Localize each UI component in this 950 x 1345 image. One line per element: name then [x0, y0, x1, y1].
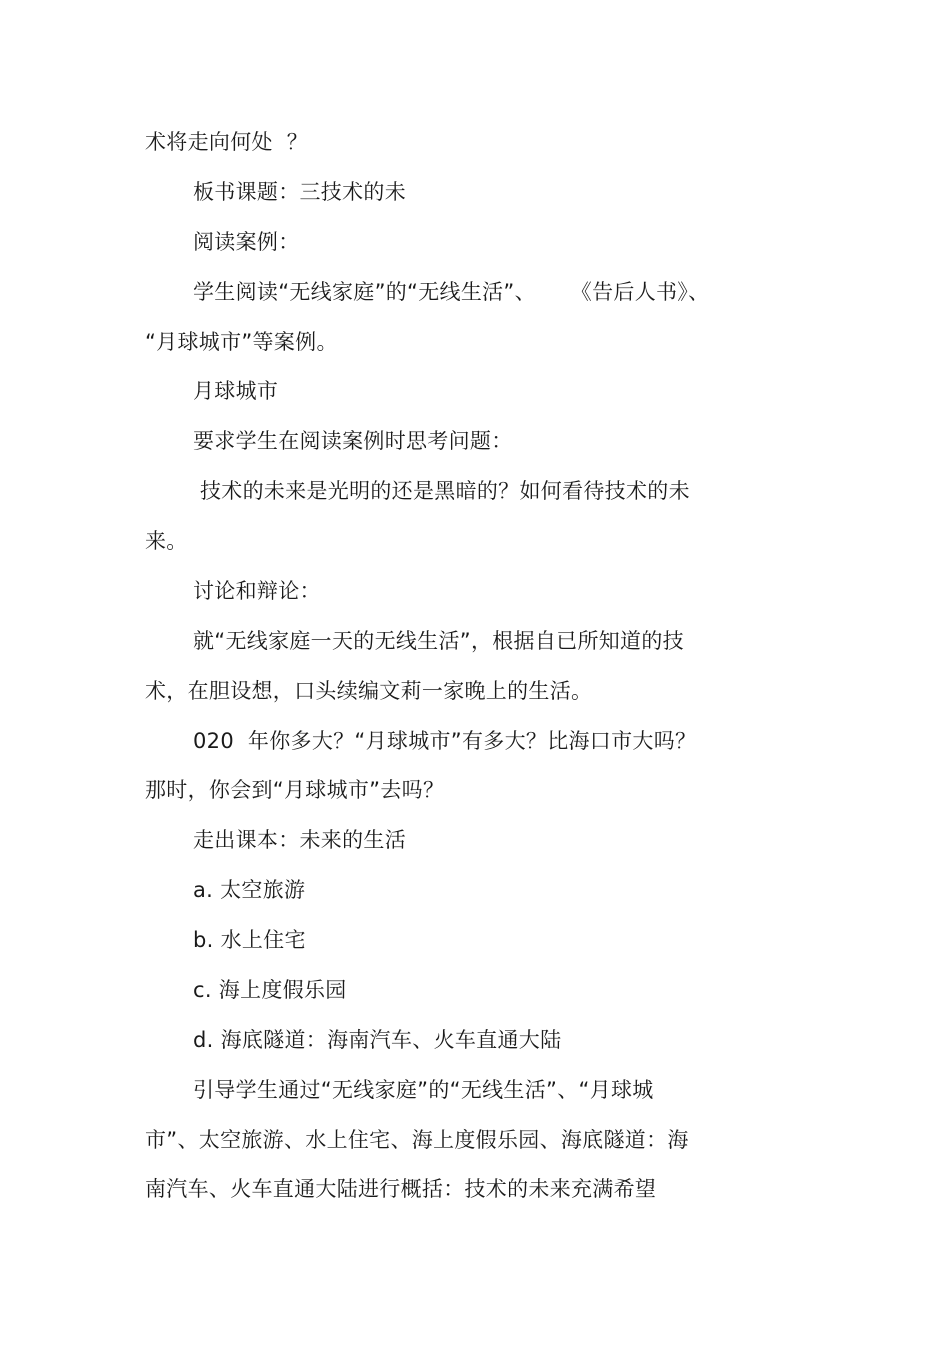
text-line: “月球城市”等案例。 [145, 330, 338, 354]
list-item: d. 海底隧道：海南汽车、火车直通大陆 [193, 1028, 562, 1052]
text-line: 020 年你多大？“月球城市”有多大？比海口市大吗？ [193, 729, 697, 753]
text-line: 术将走向何处 ？ [145, 130, 309, 154]
text-line: 月球城市 [193, 379, 279, 403]
text-line: 要求学生在阅读案例时思考问题： [193, 429, 513, 453]
text-line: 讨论和辩论： [193, 579, 321, 603]
list-item: a. 太空旅游 [193, 878, 306, 902]
text-line: 市”、太空旅游、水上住宅、海上度假乐园、海底隧道：海 [145, 1128, 689, 1152]
text-line: 引导学生通过“无线家庭”的“无线生活”、“月球城 [193, 1078, 654, 1102]
text-line: 技术的未来是光明的还是黑暗的？如何看待技术的未 [193, 479, 690, 503]
text-line: 就“无线家庭一天的无线生活”，根据自已所知道的技 [193, 629, 684, 653]
text-line: 南汽车、火车直通大陆进行概括：技术的未来充满希望 [145, 1177, 657, 1201]
text-line: 来。 [145, 529, 188, 553]
text-line: 术，在胆设想，口头续编文莉一家晚上的生活。 [145, 679, 593, 703]
text-line: 板书课题：三技术的未 [193, 180, 406, 204]
list-item: c. 海上度假乐园 [193, 978, 347, 1002]
list-item: b. 水上住宅 [193, 928, 306, 952]
text-line: 阅读案例： [193, 230, 300, 254]
text-line: 那时，你会到“月球城市”去吗？ [145, 778, 445, 802]
text-line: 走出课本：未来的生活 [193, 828, 406, 852]
text-line: 学生阅读“无线家庭”的“无线生活”、 《告后人书》、 [193, 280, 710, 304]
